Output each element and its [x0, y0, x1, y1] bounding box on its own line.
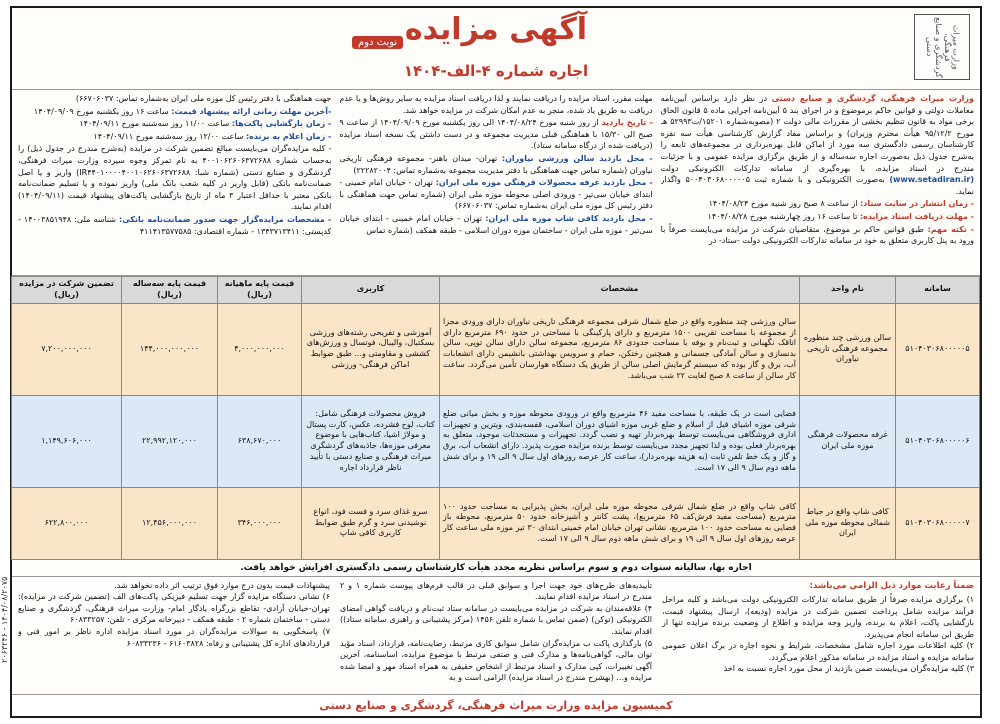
round-badge: نوبت دوم	[352, 36, 403, 49]
cell-guarantee: ۶۲۲,۸۰۰,۰۰۰	[12, 487, 122, 559]
header-specs: مشخصات	[440, 277, 800, 304]
guarantee-text: - کلیه مزایده‌گران می‌بایست مبالغ تضمین شرکت در مزایده (به‌شرح مندرج در جدول ذیل) را به‌حساب شماره ۴۰۰۱۰۶۲۶۰۶۳۷۲۶۸۸ به نام تمرکز وجوه سپرده وزارت میراث فرهنگی، گردشگری و صنایع دستی (شماره شبا: IR۴۴۰۱۰۰۰۰۴۰۰۱۰۶۲۶۰۶۳۷۲۶۸۸) واریز و یا اصل ضمانت‌نامه بانکی (قابل واریز در کلیه شعب بانک ملی) واریز نموده و یا تسلیم ضمانت‌نامه بانکی معتبر با حداقل اعتبار ۳ ماه از تاریخ بازگشایی پاکت‌های پیشنهاد قیمت (۱۴۰۴/۰۹/۱۱) اقدام نمایند.	[18, 144, 332, 212]
intro-section	[12, 90, 980, 276]
conditions-middle-text: تأییدیه‌های طرح‌های خود جهت اجرا و سوابق قبلی در قالب فرم‌های پیوست شماره ۱ و ۲ مندرج در اسناد مزایده اقدام نمایند. ۴) علاقه‌مندان به شرکت در مزایده می‌بایست در سامانه ستاد ثبت‌نام و دریافت گواهی امضای الکترونیکی (توکن) (ضمن تماس با شماره تلفن ۱۴۵۶ (مرکز پشتیبانی و راهبری سامانه ستاد)) اقدام نمایند. ۵) بارگذاری پاکت ب مزایده‌گران شامل سوابق کاری مرتبط، رضایت‌نامه، قرارداد، اسناد مؤید توان مالی، گواهی‌نامه‌ها و مدارک فنی و صنفی مرتبط با موضوع مزایده، اساسنامه، آخرین آگهی تغییرات، کپی مدارک و اسناد مرتبط از اشخاص حقیقی به همراه اسناد مهر و امضا شده مزایده و... (بهشرح مندرج در اسناد مزایده) الزامی است و به	[340, 580, 652, 683]
table-row	[12, 487, 980, 559]
header-base-monthly: قیمت پایه ماهیانه (ریال)	[218, 277, 302, 304]
visit-location-2-text: تهران - خیابان امام خمینی - ابتدای خیابان سی‌تیر - ورودی اصلی محوطه موزه ملی ایران (شماره تماس جهت هماهنگی با دفتر رئیس کل موزه ملی ایران به‌شماره تماس: ۶۶۷۰۶۰۳۷)	[339, 178, 653, 211]
cell-guarantee: ۱,۱۴۹,۶۰۶,۰۰۰	[12, 395, 122, 487]
table-row	[12, 303, 980, 395]
conditions-column-middle	[340, 580, 652, 710]
header-guarantee: تضمین شرکت در مزایده (ریال)	[12, 277, 122, 304]
cell-base-monthly: ۶۳۸,۶۷۰,۰۰۰	[218, 395, 302, 487]
table-header-row	[12, 277, 980, 304]
intro-text: در نظر دارد براساس آیین‌نامه معاملات دولتی و قوانین حاکم برموضوع و در اجرای بند ۵ آیین‌نامه اجرایی ماده ۵ قانون الحاق برخی مواد به قانون تنظیم بخشی از مقررات مالی دولت ۲ (مصوبه‌شماره ۱۵۲۰۱/ت۵۲۹۹۳ هـ مورخ ۹۵/۱۲/۲ هیأت محترم وزیران) و براساس مفاد گزارش کارشناسی هیأت سه نفره کارشناسان رسمی دادگستری سه مورد از اماکن قابل بهره‌برداری در مجموعه‌های تابعه را به‌شرح جدول ذیل به‌صورت اجاره سه‌ساله و از طریق برگزاری مزایده عمومی و با جزئیات مندرج در اسناد مزایده، با بهره‌گیری از سامانه تدارکات الکترونیکی دولت	[660, 94, 974, 173]
opening-text: ساعت ۱۱/۰۰ روز سه‌شنبه مورخ ۱۴۰۴/۰۹/۱۱	[79, 119, 232, 129]
last-offer-text: ساعت ۱۶ روز یکشنبه مورخ ۱۴۰۴/۰۹/۰۹	[33, 106, 172, 116]
opening-label: - زمان بازگشایی پاکت‌ها:	[231, 119, 332, 129]
winner-text: ساعت ۱۲/۰۰ روز سه‌شنبه مورخ ۱۴۰۴/۰۹/۱۱	[93, 131, 246, 141]
visit-location-3-text: تهران - خیابان امام خمینی - ابتدای خیابان سی‌تیر - موزه ملی ایران - ساختمان موزه دوران اسلامی - طبقه همکف (شماره تماس	[339, 213, 653, 235]
visit-location-1-text: تهران- میدان باهنر- مجموعه فرهنگی تاریخی نیاوران (شماره تماس جهت هماهنگی با دفتر مدیریت مجموعه به‌شماره تماس: ۲۲۲۸۲۰۰۴)	[339, 153, 653, 175]
conditions-title: ضمناً رعایت موارد ذیل الزامی می‌باشد:	[809, 580, 974, 591]
header-name: نام واحد	[800, 277, 896, 304]
table-row	[12, 395, 980, 487]
header-base-3yr: قیمت پایه سه‌ساله (ریال)	[122, 277, 218, 304]
footer-commission: کمیسیون مزایده وزارت میراث فرهنگی، گردشگری و صنایع دستی	[12, 694, 980, 716]
last-offer-label: -آخرین مهلت زمانی ارائه پیشنهاد قیمت:	[171, 106, 332, 116]
conditions-left-text: پیشنهادات قیمت بدون درج موارد فوق ترتیب اثر داده نخواهد شد. ۶) نشانی دستگاه مزایده گزار جهت تسلیم فیزیکی پاکت‌های الف (تضمین شرکت در مزایده): تهران-خیابان آزادی- تقاطع بزرگراه یادگار امام- وزارت میراث فرهنگی، گردشگری و صنایع دستی - ساختمان شماره ۲ - طبقه همکف - دبیرخانه مرکزی - تلفن: ۶۰۸۳۳۲۵۷ ۷) پاسخگویی به سوالات مزایده‌گران در مورد اسناد مزایده اداره ناظر بر امور فنی و قراردادهای اداره کل پشتیبانی و رفاه: ۶۱۶۰۳۸۲۸ - ۶۰۸۳۳۲۳۶	[18, 580, 330, 648]
conditions-column-left	[18, 580, 330, 710]
important-note-label: - نکته مهم:	[927, 224, 974, 234]
cell-usage: فروش محصولات فرهنگی شامل: کتاب، لوح فشرده، عکس، کارت پستال و مولاژ اشیا، کتاب‌هایی با موضوع معرفی موزه‌ها، جاذبه‌های گردشگری میراث فرهنگی و صنایع دستی با تأیید ناظر قرارداد اجاره	[302, 395, 440, 487]
cell-system: ۵۱۰۴۰۳۰۶۸۰۰۰۰۰۵	[896, 303, 980, 395]
header-usage: کاربری	[302, 277, 440, 304]
cell-base-monthly: ۴,۰۰۰,۰۰۰,۰۰۰	[218, 303, 302, 395]
intro-middle-text: مهلت مقرر، اسناد مزایده را دریافت نمایند و لذا دریافت اسناد مزایده به سایر روش‌ها و یا عدم دریافت به طریق یاد شده، منجر به عدم امکان شرکت در مزایده خواهد شد.	[339, 94, 653, 115]
intro-tail: به‌صورت الکترونیکی و با شماره ثبت ۵۰۰۴۰۳۰۶۸۰۰۰۰۰۵ واگذار نماید.	[660, 175, 974, 196]
rent-increase-note: اجاره بها، سالیانه سنوات دوم و سوم براساس نظریه مجدد هیأت کارشناسان رسمی دادگستری افزایش خواهد یافت.	[12, 560, 980, 577]
page-title: آگهی مزایده	[404, 12, 588, 47]
intro-left-text: جهت هماهنگی با دفتر رئیس کل موزه ملی ایران به‌شماره تماس: ۶۶۷۰۶۰۳۷)	[75, 94, 332, 103]
conditions-right-text: ۱) برگزاری مزایده صرفاً از طریق سامانه تدارکات الکترونیکی دولت می‌باشد و کلیه مراحل فرآیند مزایده شامل پرداخت تضمین شرکت در مزایده (ودیعه)، ارسال پیشنهاد قیمت، بازگشایی پاکت، اعلام به برنده، واریز وجه مزایده و اطلاع از وضعیت برنده مزایده تنها از طریق این سامانه انجام می‌پذیرد. ۲) کلیه اطلاعات مورد اجاره شامل مشخصات، شرایط و نحوه اجاره در برگ اعلان عمومی سامانه مزایده و اسناد مزایده در سامانه مذکور اعلام می‌گردد. ۳) کلیه مزایده‌گران می‌بایست ضمن بازدید از محل مورد اجاره نسبت به اخذ	[662, 594, 974, 674]
cell-specs: فضایی است در یک طبقه، با مساحت مفید ۴۶ مترمربع واقع در ورودی محوطه موزه و بخش میانی ضلع شرقی موزه اشیای قبل از اسلام و ضلع غربی موزه اشیای دوران اسلامی، قفسه‌بندی، ویترین و تجهیزات اداری فروشگاهی می‌بایست توسط بهره‌بردار تهیه و نصب گردد. تجهیزات و مستحدثات موجود، متعلق به بهره‌بردار فعلی بوده و لذا تجهیز مجدد می‌بایست توسط برنده مزایده صورت پذیرد. دارای انشعاب آب، برق و گاز و یک خط تلفن ثابت (به هزینه بهره‌بردار)، ساعت کار عرصه روزهای اول سال ۹ الی ۱۹ و برای شش ماهه دوم سال ۹ الی ۱۷ است.	[440, 395, 800, 487]
cell-specs: کافی شاپ واقع در ضلع شمال شرقی محوطه موزه ملی ایران، بخش پذیرایی به مساحت حدود ۱۰۰ مترمربع (مساحت مفید فرش‌کف ۶۵ مترمربع)، پشت کانتر و آشپزخانه حدود ۵۰ مترمربع، محوطه باز فضایی به مساحت حدود ۱۰۰ مترمربع، نشانی تهران خیابان امام خمینی ابتدای ۳۰ تیر موزه ملی ساعت کار عرصه روزهای اول سال ۹ الی ۱۹ و برای شش ماهه دوم سال ۹ الی ۱۷ است.	[440, 487, 800, 559]
conditions-section	[12, 577, 980, 713]
visit-location-2-label: - محل بازدید غرفه محصولات فرهنگی موزه ملی ایران:	[435, 178, 653, 188]
cell-base-3yr: ۱۲,۴۵۶,۰۰۰,۰۰۰	[122, 487, 218, 559]
conditions-column-right	[662, 580, 974, 710]
header	[12, 8, 980, 90]
cell-system: ۵۱۰۴۰۳۰۶۸۰۰۰۰۰۶	[896, 395, 980, 487]
cell-base-3yr: ۲۲,۹۹۲,۱۲۰,۰۰۰	[122, 395, 218, 487]
winner-label: - زمان اعلام به برنده:	[245, 131, 332, 141]
intro-column-right	[661, 93, 974, 272]
deadline-text: تا ساعت ۱۶ روز چهارشنبه مورخ ۱۴۰۴/۰۸/۲۸	[707, 211, 860, 221]
bank-info-text: شناسه ملی: ۱۴۰۰۳۸۵۱۹۴۸ - کدپستی: ۱۳۴۳۷۱۳۴۱۱ - شماره اقتصادی: ۴۱۱۴۱۳۵۷۷۵۸۵	[18, 214, 332, 236]
org-name: وزارت میراث فرهنگی، گردشگری و صنایع دستی	[771, 94, 974, 103]
publish-text: از ساعت ۸ صبح روز شنبه مورخ ۱۴۰۴/۰۸/۲۴	[708, 199, 861, 209]
advertisement-page	[10, 6, 982, 718]
deadline-label: - مهلت دریافت اسناد مزایده:	[859, 211, 974, 221]
cell-base-monthly: ۳۴۶,۰۰۰,۰۰۰	[218, 487, 302, 559]
logo-text: وزارت میراث فرهنگی، گردشگری و صنایع دستی	[925, 16, 961, 78]
side-code: ۲۰۶۳۲۴۶ - ۱۴۰۴/۰۸/۲۰۷۵	[0, 576, 9, 664]
bank-info-label: - مشخصات مزایده‌گزار جهت صدور ضمانت‌نامه بانکی:	[119, 214, 332, 224]
cell-specs: سالن ورزشی چند منظوره واقع در ضلع شمال شرقی مجموعه فرهنگی تاریخی نیاوران دارای ورودی مجزا از مجموعه با مساحت تقریبی ۱۵۰۰ مترمربع و دارای پارکینگی با مساحتی در حدود ۶۹۰ مترمربع دارای اتاقک نگهبانی و ثبت‌نام و بوفه با مساحت حدودی ۸۶ مترمربع، مجموعه سالن دارای سالن توپی، سالن بدنسازی و سالن آمادگی جسمانی و همچنین رختکن، حمام و سرویس بهداشتی بانشیمن دارای انشعابات آب، برق و گاز بوده که سیستم گرمایش اصلی سالن از طریق یک دستگاه هوارسان تأمین می‌گردد. ساعت کار سالن از ساعت ۸ صبح لغایت ۲۲ شب می‌باشد.	[440, 303, 800, 395]
cell-base-3yr: ۱۴۴,۰۰۰,۰۰۰,۰۰۰	[122, 303, 218, 395]
cell-name: سالن ورزشی چند منظوره مجموعه فرهنگی تاریخی نیاوران	[800, 303, 896, 395]
visit-date-label: - تاریخ بازدید	[601, 118, 653, 128]
visit-location-1-label: - محل بازدید سالن ورزشی نیاوران:	[501, 153, 653, 163]
visit-date-text: از روز شنبه مورخ ۱۴۰۴/۰۸/۲۴ الی روز یکشنبه مورخ ۱۴۰۴/۰۹/۰۹ از ساعت ۹ صبح الی ۱۵/۳۰ با هماهنگی قبلی مدیریت مجموعه و در دست داشتن یک نسخه اسناد مزایده (دریافت شده از درگاه سامانه ستاد).	[339, 118, 653, 151]
visit-location-3-label: - محل بازدید کافی شاپ موزه ملی ایران:	[485, 213, 653, 223]
cell-guarantee: ۷,۲۰۰,۰۰۰,۰۰۰	[12, 303, 122, 395]
cell-name: غرفه محصولات فرهنگی موزه ملی ایران	[800, 395, 896, 487]
auction-table	[11, 276, 980, 560]
publish-label: - زمان انتشار در سایت ستاد:	[860, 199, 974, 209]
important-note-text: طبق قوانین حاکم بر موضوع، متقاضیان شرکت در مزایده می‌بایست صرفاً با ورود به پنل کاربری متعلق به خود در سامانه تدارکات الکترونیکی دولت -ستاد- در	[660, 224, 974, 246]
intro-column-left	[18, 93, 331, 272]
header-system: سامانه	[896, 277, 980, 304]
website-link[interactable]: (www.setadiran.ir)	[889, 175, 974, 185]
cell-system: ۵۱۰۴۰۳۰۶۸۰۰۰۰۰۷	[896, 487, 980, 559]
cell-name: کافی شاپ واقع در حیاط شمالی محوطه موزه ملی ایران	[800, 487, 896, 559]
cell-usage: آموزشی و تفریحی رشته‌های ورزشی بسکتبال، والیبال، فوتسال و ورزش‌های کششی و مقاومتی و... طبق ضوابط اماکن فرهنگی- ورزشی	[302, 303, 440, 395]
page-subtitle: اجاره شماره ۴-الف-۱۴۰۴	[403, 62, 589, 80]
cell-usage: سرو غذای سرد و فست فود، انواع نوشیدنی سرد و گرم طبق ضوابط کاربری کافی شاپ	[302, 487, 440, 559]
intro-column-middle	[339, 93, 652, 272]
